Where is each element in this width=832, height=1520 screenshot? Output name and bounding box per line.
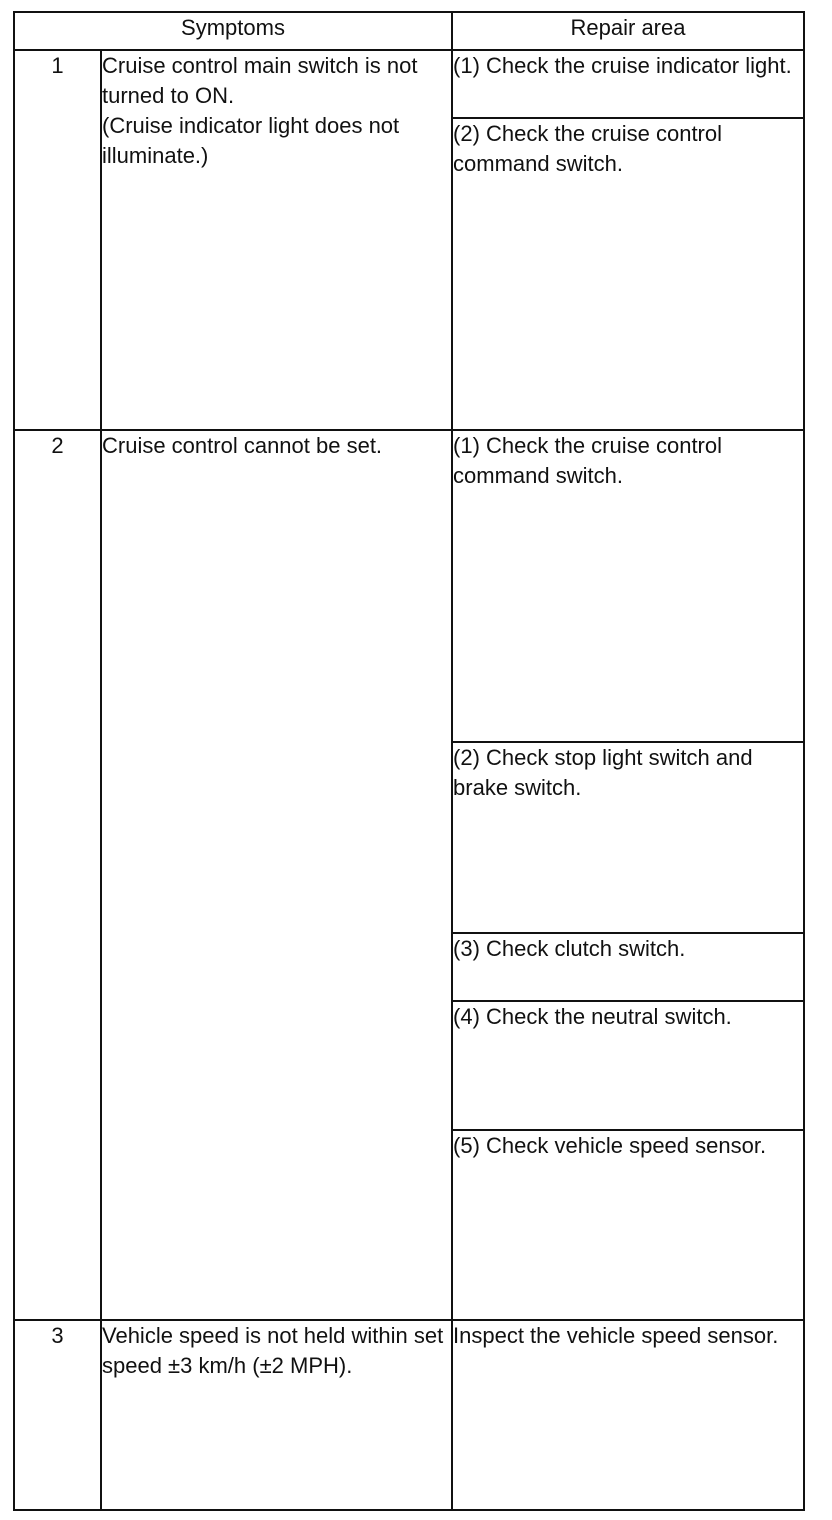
symptom-text: Cruise control main switch is not turned to ON. [102, 53, 418, 108]
table-row [14, 430, 804, 742]
row-number: 1 [14, 50, 101, 430]
symptom-text: Cruise control cannot be set. [102, 433, 383, 458]
repair-cell: Inspect the vehicle speed sensor. [452, 1320, 804, 1510]
symptom-cell [101, 50, 452, 430]
symptom-cell [101, 1320, 452, 1510]
repair-cell: (1) Check the cruise control command switch. [452, 430, 804, 742]
repair-cell: (5) Check vehicle speed sensor. [452, 1130, 804, 1320]
header-repair-area: Repair area [452, 12, 804, 50]
table-row [14, 50, 804, 118]
repair-cell: (4) Check the neutral switch. [452, 1001, 804, 1130]
symptom-cell [101, 430, 452, 1320]
repair-cell: (1) Check the cruise indicator light. [452, 50, 804, 118]
row-number: 2 [14, 430, 101, 1320]
repair-cell: (2) Check the cruise control command switch. [452, 118, 804, 430]
troubleshooting-table [13, 11, 805, 1511]
header-symptoms: Symptoms [14, 12, 452, 50]
table-row [14, 1320, 804, 1510]
repair-cell: (2) Check stop light switch and brake switch. [452, 742, 804, 933]
header-row [14, 12, 804, 50]
row-number: 3 [14, 1320, 101, 1510]
symptom-text: Vehicle speed is not held within set speed ±3 km/h (±2 MPH). [102, 1323, 444, 1378]
repair-cell: (3) Check clutch switch. [452, 933, 804, 1001]
symptom-note: (Cruise indicator light does not illuminate.) [102, 113, 400, 168]
